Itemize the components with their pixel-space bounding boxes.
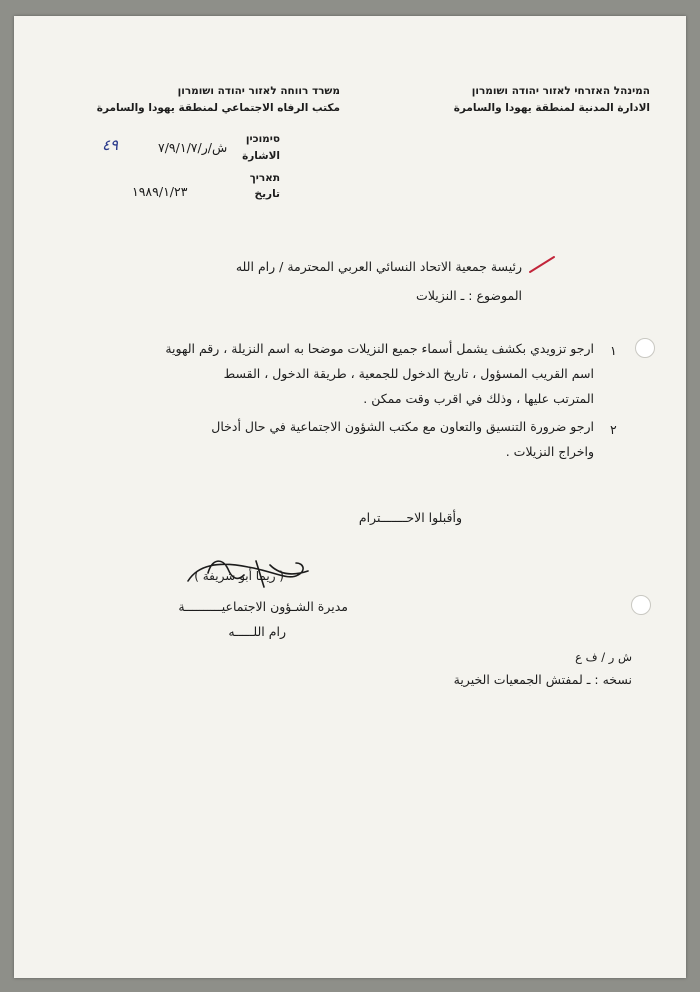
date-label-hebrew: תאריך [249,172,280,184]
header-left-hebrew: משרד רווחה לאזור יהודה ושומרון [177,85,340,97]
date-label-arabic: تاريخ [254,188,280,200]
footer-copy: نسخه : ـ لمفتش الجمعيات الخيرية [453,672,632,687]
reference-value: ش/ر/٧/٩/١/٧ [158,140,228,155]
reference-handwritten-number: ٤٩ [102,136,119,154]
reference-label-hebrew: סימוכין [245,133,280,145]
date-value: ١٩٨٩/١/٢٣ [132,184,188,199]
footer-initials: ش ر / ف ع [575,650,632,664]
subject-line: الموضوع : ـ النزيلات [416,288,522,303]
header-right-arabic: الادارة المدنية لمنطقة يهودا والسامرة [453,102,650,114]
punch-hole-bottom [631,595,651,615]
signatory-title: مديرة الشـؤون الاجتماعيــــــــــة [178,599,348,614]
signatory-name: ( ريما أبو شريفة ) [194,569,284,583]
item-line: اسم القريب المسؤول ، تاريخ الدخول للجمعية ، طريقة الدخول ، القسط [223,366,594,381]
reference-label-arabic: الاشارة [242,150,280,162]
item-line: المترتب عليها ، وذلك في اقرب وقت ممكن . [363,391,594,406]
header-right-hebrew: המינהל האזרחי לאזור יהודה ושומרון [471,85,650,97]
item-line: واخراج النزيلات . [505,444,594,459]
item-line: ارجو ضرورة التنسيق والتعاون مع مكتب الشؤون الاجتماعية في حال أدخال [211,419,594,434]
closing-line: وأقبلوا الاحـــــــترام [358,510,462,525]
recipient-line: رئيسة جمعية الاتحاد النسائي العربي المحترمة / رام الله [235,259,522,274]
document-page [14,16,686,978]
signatory-city: رام اللـــــه [228,624,286,639]
item-line: ارجو تزويدي بكشف يشمل أسماء جميع النزيلات موضحا به اسم النزيلة ، رقم الهوية [165,341,594,356]
item-number: ١ [610,343,617,358]
header-left-arabic: مكتب الرفاه الاجتماعي لمنطقة يهودا والسامرة [96,102,340,114]
item-number: ٢ [610,422,617,437]
red-pencil-mark [528,254,556,274]
punch-hole-top [635,338,655,358]
